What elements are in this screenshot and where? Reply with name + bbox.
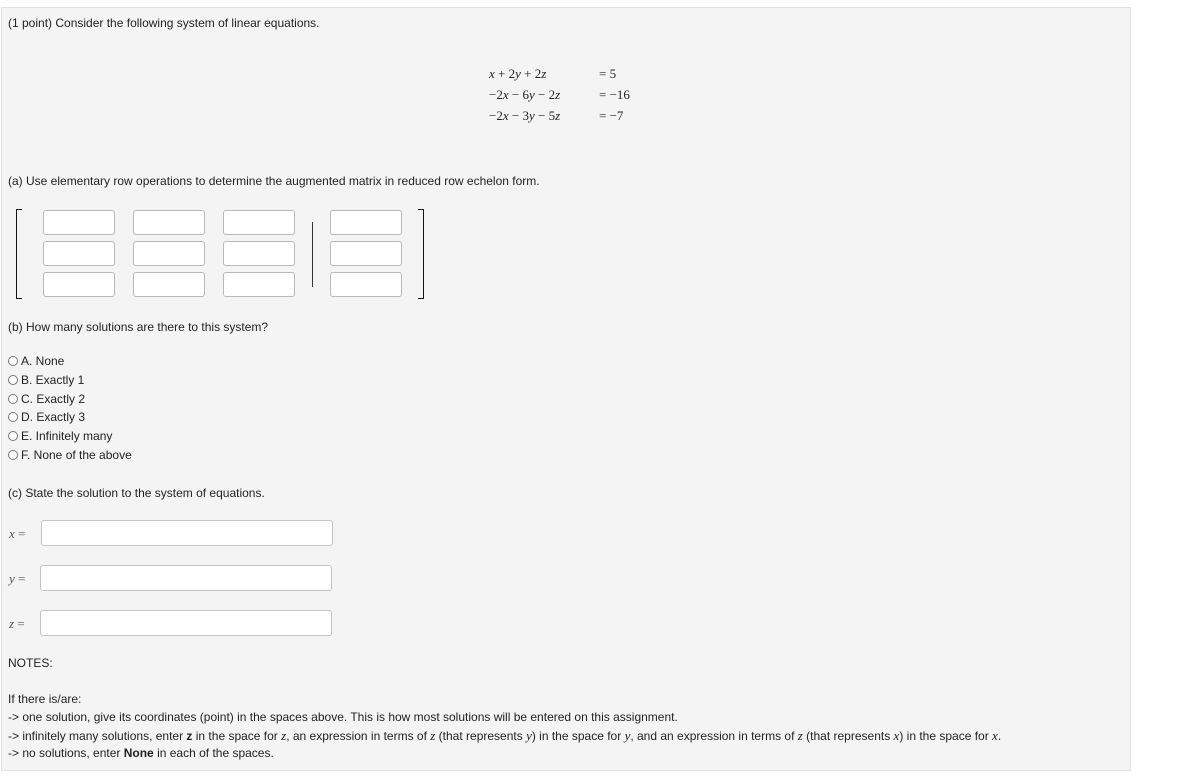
y-var: y [9, 571, 15, 586]
option-a-label: A. None [21, 354, 65, 368]
note2-text-2: in the space for [192, 729, 282, 743]
equation-1-term-3: + 2 [520, 66, 542, 81]
note3-text-2: in each of the spaces. [153, 746, 274, 760]
note2-math-2: z [430, 728, 436, 743]
note2-text-3: , an expression in terms of [286, 729, 431, 743]
equation-1-rhs: = 5 [599, 66, 617, 81]
matrix-cell-r3c4[interactable] [330, 272, 402, 297]
x-answer-input[interactable] [41, 520, 333, 546]
matrix-right-bracket [418, 209, 424, 299]
radio-option-d[interactable] [8, 412, 18, 422]
note2-bold-z: z [186, 729, 193, 743]
option-d[interactable] [8, 409, 85, 425]
matrix-cell-r3c3[interactable] [223, 272, 295, 297]
equation-1-term-2: y [515, 66, 521, 81]
note2-text-8: ) in the space for [899, 729, 993, 743]
z-answer-input[interactable] [40, 610, 332, 636]
part-a-prompt: (a) Use elementary row operations to determine the augmented matrix in reduced row echelon form. [8, 174, 540, 188]
equation-2-term-3: y [528, 87, 535, 102]
equation-3-term-4: − 5 [534, 108, 556, 123]
equation-2-lhs [489, 87, 560, 103]
equation-3-term-1: x [502, 108, 509, 123]
note2-text-6: , and an expression in terms of [630, 729, 798, 743]
matrix-cell-r1c4[interactable] [330, 210, 402, 235]
equation-1-lhs [489, 66, 546, 82]
matrix-cell-r2c1[interactable] [43, 241, 115, 266]
option-e[interactable] [8, 428, 112, 444]
note3-bold-none: None [123, 746, 154, 760]
notes-line-1: -> one solution, give its coordinates (point) in the spaces above. This is how most solutions will be entered on this assignment. [8, 710, 678, 724]
equation-3-term-0: −2 [489, 108, 503, 123]
option-a[interactable] [8, 353, 64, 369]
note2-text-9: . [997, 729, 1002, 743]
matrix-cell-r1c1[interactable] [43, 210, 115, 235]
note2-math-3: y [526, 728, 532, 743]
matrix-cell-r3c1[interactable] [43, 272, 115, 297]
note3-text-1: -> no solutions, enter [8, 746, 124, 760]
radio-option-b[interactable] [8, 375, 18, 385]
z-equals: = [14, 616, 25, 631]
option-f-label: F. None of the above [21, 448, 132, 462]
equation-2-term-4: − 2 [534, 87, 556, 102]
note2-text-4: (that represents [435, 729, 527, 743]
equation-2-term-0: −2 [489, 87, 503, 102]
note2-math-4: y [624, 728, 631, 743]
note2-text-7: (that represents [802, 729, 894, 743]
equation-2-term-1: x [502, 87, 509, 102]
option-b-label: B. Exactly 1 [21, 373, 85, 387]
equation-3-lhs [489, 108, 560, 124]
radio-option-f[interactable] [8, 450, 18, 460]
option-b[interactable] [8, 372, 84, 388]
z-label [9, 616, 25, 632]
note2-math-5: z [797, 728, 803, 743]
part-c-prompt: (c) State the solution to the system of equations. [8, 486, 265, 500]
option-d-label: D. Exactly 3 [21, 410, 86, 424]
equation-2-term-5: z [555, 87, 561, 102]
x-var: x [9, 526, 15, 541]
note2-math-6: x [893, 728, 900, 743]
matrix-cell-r2c2[interactable] [133, 241, 205, 266]
x-label [9, 526, 25, 542]
note2-text-5: ) in the space for [531, 729, 625, 743]
radio-option-a[interactable] [8, 356, 18, 366]
equation-1-term-0: x [489, 66, 495, 81]
equation-1-term-4: z [541, 66, 547, 81]
notes-line-0: If there is/are: [8, 692, 82, 706]
matrix-left-bracket [16, 209, 22, 299]
notes-heading: NOTES: [8, 656, 53, 670]
matrix-cell-r1c3[interactable] [223, 210, 295, 235]
option-f[interactable] [8, 447, 132, 463]
z-var: z [9, 616, 15, 631]
notes-line-3 [8, 746, 274, 760]
matrix-cell-r3c2[interactable] [133, 272, 205, 297]
part-b-prompt: (b) How many solutions are there to this system? [8, 320, 269, 334]
matrix-cell-r2c4[interactable] [330, 241, 402, 266]
y-equals: = [14, 571, 26, 586]
equation-3-term-5: z [555, 108, 561, 123]
matrix-cell-r1c2[interactable] [133, 210, 205, 235]
option-c-label: C. Exactly 2 [21, 392, 86, 406]
option-e-label: E. Infinitely many [21, 429, 113, 443]
radio-option-c[interactable] [8, 394, 18, 404]
equation-1-term-1: + 2 [494, 66, 516, 81]
radio-option-e[interactable] [8, 431, 18, 441]
equation-2-term-2: − 6 [508, 87, 529, 102]
equation-3-term-2: − 3 [508, 108, 529, 123]
problem-intro: (1 point) Consider the following system of linear equations. [8, 16, 320, 30]
notes-line-2 [8, 728, 1001, 744]
problem-panel [1, 7, 1131, 771]
note2-math-7: x [992, 728, 998, 743]
y-answer-input[interactable] [40, 565, 332, 591]
option-c[interactable] [8, 391, 85, 407]
y-label [9, 571, 25, 587]
note2-text-1: -> infinitely many solutions, enter [8, 729, 187, 743]
equation-2-rhs: = −16 [599, 87, 630, 102]
note2-math-1: z [281, 728, 287, 743]
matrix-cell-r2c3[interactable] [223, 241, 295, 266]
equation-3-term-3: y [528, 108, 535, 123]
x-equals: = [14, 526, 26, 541]
equation-3-rhs: = −7 [599, 108, 624, 123]
augment-divider [312, 222, 313, 287]
